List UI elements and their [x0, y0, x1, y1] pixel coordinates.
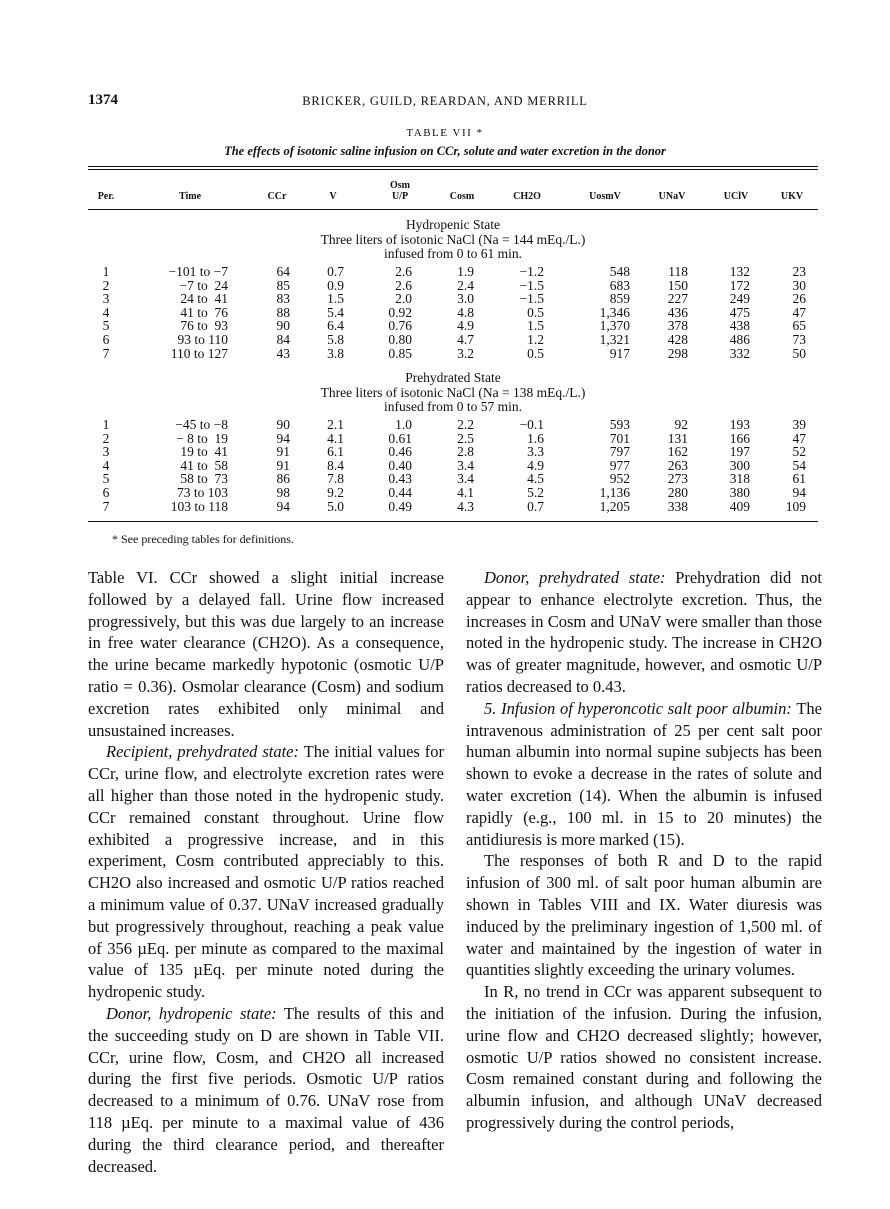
cell-uosmv: 548 — [609, 264, 630, 279]
cell-ch2o: 1.2 — [527, 332, 544, 347]
paragraph: Table VI. CCr showed a slight initial increase followed by a delayed fall. Urine flow increased progressively, but this was due largely to an increase in free water clearance (CH2O). As a consequence, the urine became markedly hypotonic (osmotic U/P ratio = 0.36). Osmolar clearance (Cosm) and sodium excretion rates exhibited only minimal and unsustained increases. — [88, 568, 444, 740]
cell-time: −45 to −8 — [175, 417, 228, 432]
cell-ccr: 90 — [276, 318, 290, 334]
cell-ukv: 52 — [792, 444, 806, 460]
cell-cosm: 2.8 — [457, 444, 474, 460]
cell-cosm: 3.4 — [457, 457, 474, 473]
cell-v: 8.4 — [327, 457, 344, 473]
cell-uclv: 300 — [729, 457, 750, 473]
cell-osm-up: 0.46 — [388, 444, 412, 460]
cell-uclv: 249 — [729, 291, 750, 307]
cell-cosm: 3.2 — [457, 345, 474, 361]
cell-unav: 428 — [667, 332, 688, 347]
paragraph-lead: Recipient, prehydrated state: — [106, 742, 299, 762]
section-heading-hydropenic — [88, 218, 818, 262]
cell-uclv: 318 — [729, 471, 750, 487]
cell-ukv: 50 — [792, 345, 806, 361]
table-row — [0, 279, 890, 293]
cell-time: 19 to 41 — [180, 444, 228, 460]
cell-v: 7.8 — [327, 471, 344, 487]
paragraph: The responses of both R and D to the rapid infusion of 300 ml. of salt poor human albumin are shown in Tables VIII and IX. Water diuresis was induced by the preliminary ingestion of 1,500 ml. of water and maintained by the ingestion of water in quantities slightly exceeding the urinary volumes. — [466, 851, 822, 980]
cell-cosm: 1.9 — [457, 264, 474, 279]
col-header-osm: Osm — [390, 180, 410, 191]
table-row — [0, 418, 890, 432]
table-row — [0, 432, 890, 446]
cell-uosmv: 1,136 — [599, 485, 630, 500]
section-title: Prehydrated State — [405, 370, 501, 385]
cell-osm-up: 0.43 — [388, 471, 412, 487]
cell-ccr: 94 — [276, 498, 290, 514]
cell-ch2o: 4.5 — [527, 471, 544, 487]
col-header-uosmv: UosmV — [589, 191, 621, 202]
cell-ch2o: 1.6 — [527, 430, 544, 446]
cell-uosmv: 1,205 — [599, 498, 630, 514]
paragraph-lead: 5. Infusion of hyperoncotic salt poor albumin: — [484, 698, 792, 718]
cell-v: 4.1 — [327, 430, 344, 446]
cell-cosm: 4.3 — [457, 498, 474, 514]
cell-ukv: 47 — [792, 304, 806, 320]
cell-uosmv: 977 — [609, 457, 630, 473]
cell-uosmv: 593 — [609, 417, 630, 432]
cell-unav: 162 — [667, 444, 688, 460]
cell-osm-up: 0.61 — [388, 430, 412, 446]
cell-uosmv: 1,321 — [599, 332, 630, 347]
cell-unav: 436 — [667, 304, 688, 320]
cell-uosmv: 1,346 — [599, 304, 630, 320]
section-title: Hydropenic State — [405, 217, 501, 232]
cell-uclv: 172 — [729, 277, 750, 293]
col-header-per: Per. — [97, 191, 115, 202]
cell-v: 3.8 — [327, 345, 344, 361]
cell-ukv: 47 — [792, 430, 806, 446]
col-header-up: U/P — [391, 191, 409, 202]
cell-unav: 150 — [667, 277, 688, 293]
cell-per: 4 — [102, 457, 110, 473]
cell-cosm: 4.9 — [457, 318, 474, 334]
table-row — [0, 292, 890, 306]
cell-v: 6.1 — [327, 444, 344, 460]
cell-uosmv: 952 — [609, 471, 630, 487]
cell-ch2o: −1.5 — [519, 291, 544, 307]
cell-osm-up: 0.80 — [388, 332, 412, 347]
page-number: 1374 — [88, 92, 118, 108]
cell-osm-up: 0.92 — [388, 304, 412, 320]
table-top-rule-second — [88, 169, 818, 170]
cell-ukv: 39 — [792, 417, 806, 432]
cell-time: 73 to 103 — [176, 485, 228, 500]
cell-ccr: 88 — [276, 304, 290, 320]
cell-uclv: 197 — [729, 444, 750, 460]
cell-unav: 298 — [667, 345, 688, 361]
section-subtitle: Three liters of isotonic NaCl (Na = 138 mEq./L.) — [320, 384, 586, 400]
table-bottom-rule — [88, 521, 818, 522]
table-footnote: * See preceding tables for definitions. — [112, 532, 294, 546]
table-header-rule — [88, 209, 818, 210]
table-row — [0, 472, 890, 486]
cell-per: 1 — [102, 417, 110, 432]
cell-uosmv: 859 — [609, 291, 630, 307]
cell-ccr: 91 — [276, 457, 290, 473]
cell-uosmv: 1,370 — [599, 318, 630, 334]
cell-cosm: 3.0 — [457, 291, 474, 307]
cell-osm-up: 0.44 — [388, 485, 412, 500]
cell-v: 0.9 — [327, 277, 344, 293]
table-row — [0, 306, 890, 320]
cell-osm-up: 2.6 — [395, 264, 412, 279]
cell-ch2o: 0.5 — [527, 304, 544, 320]
cell-ukv: 54 — [792, 457, 806, 473]
cell-time: −7 to 24 — [179, 277, 228, 293]
cell-v: 2.1 — [327, 417, 344, 432]
cell-ch2o: 1.5 — [527, 318, 544, 334]
cell-unav: 273 — [667, 471, 688, 487]
table-row — [0, 347, 890, 361]
cell-ukv: 65 — [792, 318, 806, 334]
col-header-ukv: UKV — [780, 191, 804, 202]
cell-time: 76 to 93 — [180, 318, 228, 334]
cell-time: 41 to 76 — [180, 304, 228, 320]
table-row — [0, 265, 890, 279]
cell-ccr: 43 — [276, 345, 290, 361]
cell-time: 41 to 58 — [180, 457, 228, 473]
cell-osm-up: 0.85 — [388, 345, 412, 361]
cell-uclv: 332 — [729, 345, 750, 361]
cell-per: 2 — [102, 277, 110, 293]
running-head: BRICKER, GUILD, REARDAN, AND MERRILL — [302, 94, 588, 108]
section-heading-prehydrated — [88, 371, 818, 415]
cell-per: 5 — [102, 471, 110, 487]
table-row — [0, 500, 890, 514]
cell-cosm: 2.4 — [457, 277, 474, 293]
cell-ch2o: −1.5 — [519, 277, 544, 293]
cell-ch2o: 4.9 — [527, 457, 544, 473]
col-header-cosm: Cosm — [449, 191, 475, 202]
cell-per: 2 — [102, 430, 110, 446]
cell-ukv: 30 — [792, 277, 806, 293]
cell-osm-up: 2.0 — [395, 291, 412, 307]
cell-uclv: 438 — [729, 318, 750, 334]
paragraph: In R, no trend in CCr was apparent subsequent to the initiation of the infusion. During the infusion, urine flow and CH2O decreased slightly; however, osmotic U/P ratios showed no consistent increase. Cosm remained constant during and following the albumin infusion, and although UNaV decreased progressively during the control periods, — [466, 982, 822, 1132]
cell-v: 9.2 — [327, 485, 344, 500]
cell-v: 5.0 — [327, 498, 344, 514]
cell-ukv: 94 — [792, 485, 806, 500]
cell-ccr: 91 — [276, 444, 290, 460]
col-header-time: Time — [178, 191, 202, 202]
cell-ukv: 23 — [792, 264, 806, 279]
cell-uclv: 166 — [729, 430, 750, 446]
cell-v: 5.8 — [327, 332, 344, 347]
col-header-uclv: UClV — [723, 191, 749, 202]
cell-osm-up: 0.49 — [388, 498, 412, 514]
col-header-v: V — [329, 191, 337, 202]
cell-osm-up: 0.76 — [388, 318, 412, 334]
cell-ch2o: 0.7 — [527, 498, 544, 514]
cell-per: 4 — [102, 304, 110, 320]
cell-cosm: 4.7 — [457, 332, 474, 347]
cell-v: 6.4 — [327, 318, 344, 334]
cell-ukv: 61 — [792, 471, 806, 487]
paragraph: 5. Infusion of hyperoncotic salt poor albumin: The intravenous administration of 25 per cent salt poor human albumin into normal supine subjects has been shown to evoke a decrease in the rates of solute and water excretion (14). When the albumin is infused rapidly (e.g., 100 ml. in 15 to 20 minutes) the antidiuresis is more marked (15). — [466, 698, 823, 849]
cell-ch2o: −0.1 — [519, 417, 544, 432]
cell-ukv: 26 — [792, 291, 806, 307]
cell-per: 6 — [102, 485, 110, 500]
cell-per: 3 — [102, 291, 110, 307]
cell-uclv: 409 — [729, 498, 750, 514]
cell-uosmv: 797 — [609, 444, 630, 460]
cell-unav: 378 — [667, 318, 688, 334]
cell-uclv: 486 — [729, 332, 750, 347]
cell-uosmv: 701 — [609, 430, 630, 446]
table-row — [0, 319, 890, 333]
cell-unav: 263 — [667, 457, 688, 473]
cell-ukv: 73 — [792, 332, 806, 347]
table-caption: The effects of isotonic saline infusion on CCr, solute and water excretion in the donor — [224, 144, 666, 158]
cell-ccr: 94 — [276, 430, 290, 446]
cell-uclv: 380 — [729, 485, 750, 500]
section-note: infused from 0 to 61 min. — [384, 246, 522, 261]
cell-per: 7 — [102, 345, 110, 361]
cell-cosm: 4.8 — [457, 304, 474, 320]
cell-osm-up: 2.6 — [395, 277, 412, 293]
cell-per: 3 — [102, 444, 110, 460]
cell-ch2o: −1.2 — [519, 264, 544, 279]
cell-ccr: 64 — [276, 264, 290, 279]
table-row — [0, 459, 890, 473]
col-header-unav: UNaV — [658, 191, 686, 202]
section-note: infused from 0 to 57 min. — [384, 399, 522, 414]
cell-per: 7 — [102, 498, 110, 514]
cell-ch2o: 5.2 — [527, 485, 544, 500]
cell-time: − 8 to 19 — [176, 430, 228, 446]
cell-per: 1 — [102, 264, 110, 279]
paragraph: Recipient, prehydrated state: The initial values for CCr, urine flow, and electrolyte excretion rates were all higher than those noted in the hydropenic study. CCr remained constant throughout. Urine flow exhibited a progressive increase, and in this experiment, Cosm contributed appreciably to this. CH2O also increased and osmotic U/P ratios reached a minimum value of 0.37. UNaV increased gradually but progressively throughout, reaching a peak value of 356 µEq. per minute as compared to the maximal value of 135 µEq. per minute noted during the hydropenic study. — [88, 742, 444, 1002]
cell-time: 93 to 110 — [177, 332, 228, 347]
cell-v: 1.5 — [327, 291, 344, 307]
cell-per: 5 — [102, 318, 110, 334]
paragraph-lead: Donor, hydropenic state: — [106, 1003, 277, 1023]
paragraph: Donor, prehydrated state: Prehydration did not appear to enhance electrolyte excretion. Thus, the increases in Cosm and UNaV were smaller than those noted in the hydropenic study. The increase in CH2O was of greater magnitude, however, and osmotic U/P ratios decreased to 0.43. — [466, 568, 822, 696]
cell-ch2o: 3.3 — [527, 444, 544, 460]
cell-ccr: 83 — [276, 291, 290, 307]
cell-cosm: 3.4 — [457, 471, 474, 487]
cell-cosm: 2.5 — [457, 430, 474, 446]
cell-cosm: 4.1 — [457, 485, 474, 500]
cell-ukv: 109 — [785, 498, 806, 514]
cell-v: 5.4 — [327, 304, 344, 320]
table-top-rule — [88, 166, 818, 167]
section-subtitle: Three liters of isotonic NaCl (Na = 144 mEq./L.) — [320, 231, 586, 247]
cell-ccr: 90 — [276, 417, 290, 432]
cell-osm-up: 1.0 — [395, 417, 412, 432]
cell-ccr: 85 — [276, 277, 290, 293]
cell-per: 6 — [102, 332, 110, 347]
cell-unav: 118 — [668, 264, 688, 279]
cell-time: 58 to 73 — [180, 471, 228, 487]
col-header-ch2o: CH2O — [513, 191, 541, 202]
cell-ccr: 86 — [276, 471, 290, 487]
paragraph-lead: Donor, prehydrated state: — [484, 568, 666, 587]
cell-uosmv: 917 — [609, 345, 630, 361]
cell-osm-up: 0.40 — [388, 457, 412, 473]
cell-unav: 338 — [667, 498, 688, 514]
cell-time: 103 to 118 — [170, 498, 228, 514]
cell-unav: 227 — [667, 291, 688, 307]
table-row — [0, 445, 890, 459]
cell-ccr: 98 — [276, 485, 290, 500]
cell-uosmv: 683 — [609, 277, 630, 293]
right-text-column — [466, 567, 822, 1134]
cell-uclv: 193 — [729, 417, 750, 432]
table-row — [0, 333, 890, 347]
cell-uclv: 475 — [729, 304, 750, 320]
cell-uclv: 132 — [729, 264, 750, 279]
table-row — [0, 486, 890, 500]
cell-unav: 131 — [667, 430, 688, 446]
cell-v: 0.7 — [327, 264, 344, 279]
left-text-column — [88, 567, 444, 1177]
cell-cosm: 2.2 — [457, 417, 474, 432]
cell-unav: 92 — [674, 417, 688, 432]
cell-ch2o: 0.5 — [527, 345, 544, 361]
cell-time: −101 to −7 — [168, 264, 228, 279]
cell-ccr: 84 — [276, 332, 290, 347]
table-title: TABLE VII * — [406, 127, 484, 139]
paragraph: Donor, hydropenic state: The results of this and the succeeding study on D are shown in Table VII. CCr, urine flow, Cosm, and CH2O all increased during the first five periods. Osmotic U/P ratios decreased to a minimum of 0.76. UNaV rose from 118 µEq. per minute to a maximal value of 436 during the third clearance period, and thereafter decreased. — [88, 1003, 444, 1176]
cell-time: 110 to 127 — [170, 345, 228, 361]
col-header-ccr: CCr — [267, 191, 287, 202]
cell-unav: 280 — [667, 485, 688, 500]
cell-time: 24 to 41 — [180, 291, 228, 307]
